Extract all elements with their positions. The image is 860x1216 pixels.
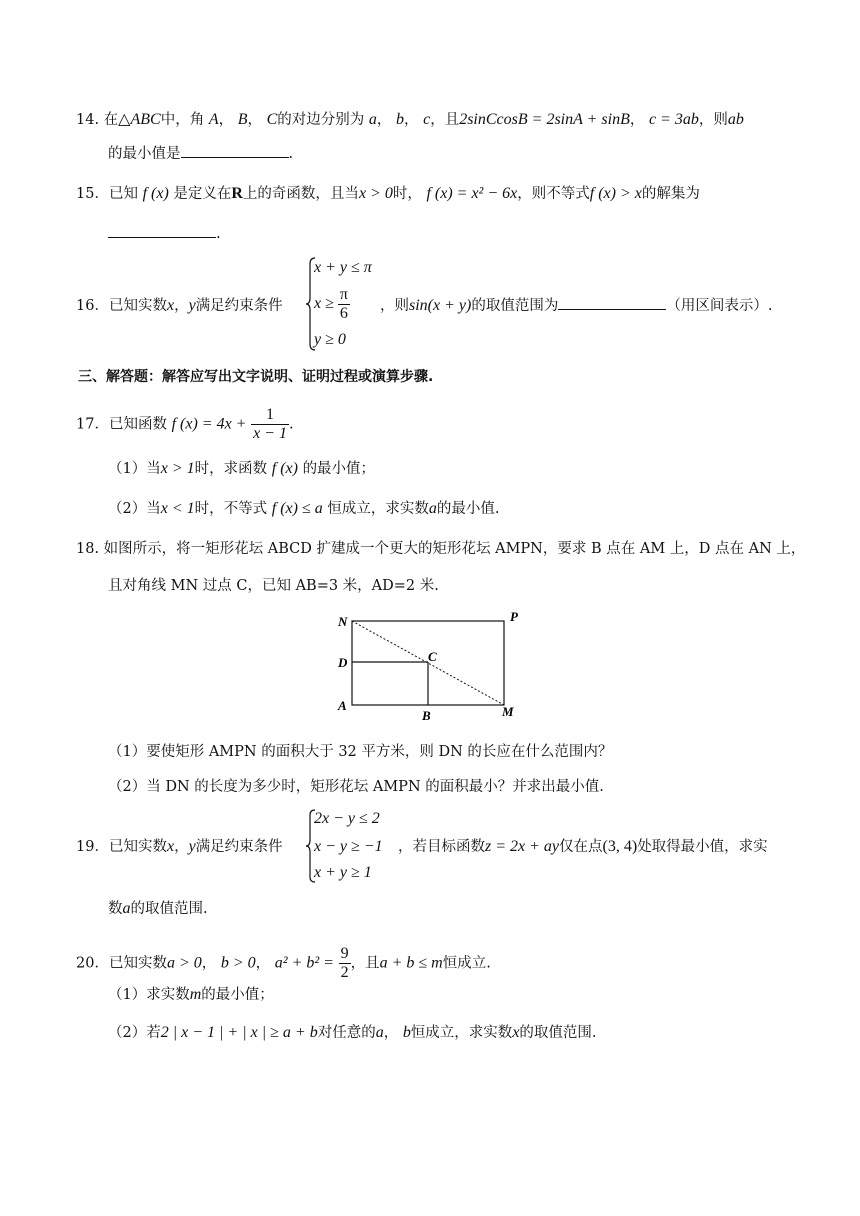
question-17-line-1: 17．已知函数 f (x) = 4x + $\frac{1}{x - 1}$ . bbox=[76, 406, 294, 442]
constraint-16-3: y ≥ 0 bbox=[314, 331, 346, 348]
constraint-16-1: x + y ≤ π bbox=[314, 259, 372, 276]
label-a: A bbox=[338, 698, 347, 713]
question-20-part-1: （1）求实数m的最小值； bbox=[108, 986, 274, 1003]
question-18-part-2: （2）当 DN 的长度为多少时，矩形花坛 AMPN 的面积最小？并求出最小值. bbox=[108, 779, 604, 795]
label-p: P bbox=[510, 609, 518, 624]
constraint-19-3: x + y ≥ 1 bbox=[314, 864, 372, 881]
label-d: D bbox=[338, 655, 348, 670]
label-m: M bbox=[502, 704, 514, 719]
question-20-line-1: 20．已知实数a > 0， b > 0， a² + b² = $\frac{9}{2}$ ，且a + b ≤ m恒成立. bbox=[76, 945, 491, 981]
constraint-19-2: x − y ≥ −1 bbox=[314, 838, 383, 855]
label-b: B bbox=[422, 708, 431, 723]
constraint-16-2: x ≥ $\frac{\pi}{6}$ bbox=[314, 286, 348, 322]
question-20-part-2: （2）若2 | x − 1 | + | x | ≥ a + b对任意的a， b恒成立，求实数x的取值范围. bbox=[108, 1024, 597, 1041]
question-16-line-1: 16．已知实数x，y满足约束条件 bbox=[76, 297, 283, 314]
question-15-line-1: 15．已知 f (x) 是定义在R上的奇函数，且当x > 0时， f (x) = x² − 6x，则不等式f (x) > x的解集为 bbox=[76, 185, 700, 202]
question-19-line-1: 19．已知实数x，y满足约束条件 bbox=[76, 838, 283, 855]
constraint-19-1: 2x − y ≤ 2 bbox=[314, 810, 380, 827]
question-18-line-2: 且对角线 MN 过点 C，已知 AB=3 米，AD=2 米. bbox=[108, 578, 439, 594]
question-19-line-2: 数a的取值范围. bbox=[108, 900, 208, 917]
answer-blank-14[interactable] bbox=[181, 143, 289, 158]
label-n: N bbox=[338, 614, 348, 629]
question-17-part-2: （2）当x < 1时，不等式 f (x) ≤ a 恒成立，求实数a的最小值. bbox=[108, 500, 500, 517]
answer-blank-15[interactable] bbox=[108, 223, 216, 238]
question-19-tail: ，若目标函数z = 2x + ay仅在点(3, 4)处取得最小值，求实 bbox=[398, 838, 768, 855]
section-3-heading: 三、解答题：解答应写出文字说明、证明过程或演算步骤. bbox=[78, 369, 434, 385]
question-14-line-1: 14. 在△ABC中，角 A， B， C的对边分别为 a， b， c，且2sinCcosB = 2sinA + sinB， c = 3ab，则ab bbox=[76, 111, 744, 128]
answer-blank-16[interactable] bbox=[558, 295, 666, 310]
question-18-line-1: 18. 如图所示，将一矩形花坛 ABCD 扩建成一个更大的矩形花坛 AMPN，要求 B 点在 AM 上，D 点在 AN 上， bbox=[76, 541, 806, 557]
question-16-tail: ，则sin(x + y)的取值范围为 （用区间表示）. bbox=[380, 297, 773, 314]
question-17-part-1: （1）当x > 1时，求函数 f (x) 的最小值； bbox=[108, 460, 376, 477]
rectangle-figure bbox=[330, 606, 530, 726]
question-15-line-2: . bbox=[108, 223, 221, 245]
question-14-line-2: 的最小值是 . bbox=[108, 143, 293, 165]
question-18-part-1: （1）要使矩形 AMPN 的面积大于 32 平方米，则 DN 的长应在什么范围内？ bbox=[108, 744, 613, 760]
label-c: C bbox=[428, 649, 437, 664]
